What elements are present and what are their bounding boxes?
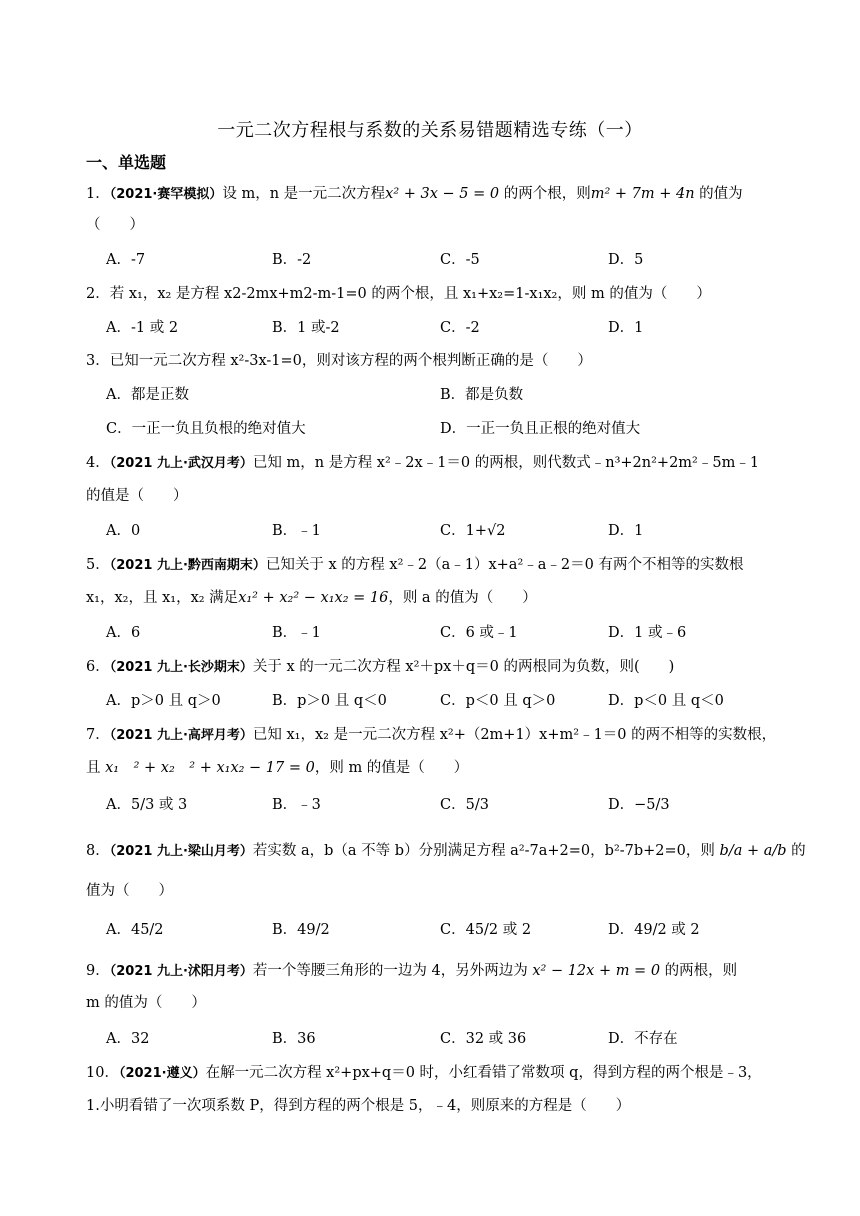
question-3: 3．已知一元二次方程 x²-3x-1=0，则对该方程的两个根判断正确的是（ ） [86,353,592,369]
option-c[interactable]: C．1+√2 [440,523,506,539]
question-8-cont: 值为（ ） [86,883,173,899]
equation: x₁² + x₂² − x₁x₂ = 16 [238,590,389,606]
option-c[interactable]: C．-2 [440,320,480,336]
question-7-cont: 且 x₁ ² + x₂ ² + x₁x₂ − 17 = 0，则 m 的值是（ ） [86,760,469,776]
option-d[interactable]: D．不存在 [608,1031,678,1047]
option-d[interactable]: D．5 [608,252,644,268]
option-a[interactable]: A．都是正数 [106,387,189,403]
option-a[interactable]: A．-1 或 2 [106,320,179,336]
option-c[interactable]: C．6 或﹣1 [440,625,518,641]
option-b[interactable]: B．﹣1 [272,523,321,539]
option-a[interactable]: A．0 [106,523,141,539]
option-d[interactable]: D．1 或﹣6 [608,625,687,641]
option-d[interactable]: D．−5/3 [608,797,670,813]
option-d[interactable]: D．一正一负且正根的绝对值大 [440,421,641,437]
option-b[interactable]: B．-2 [272,252,312,268]
option-a[interactable]: A．32 [106,1031,150,1047]
equation: x² + 3x − 5 = 0 [385,186,500,202]
equation: x₁ ² + x₂ ² + x₁x₂ − 17 = 0 [105,760,315,776]
option-c[interactable]: C．5/3 [440,797,489,813]
section-heading: 一、单选题 [86,153,167,172]
option-a[interactable]: A．5/3 或 3 [106,797,188,813]
question-9-cont: m 的值为（ ） [86,995,206,1011]
expression: b/a + a/b [719,843,787,859]
option-a[interactable]: A．45/2 [106,922,164,938]
question-10: 10．（2021·遵义）在解一元二次方程 x²+px+q＝0 时，小红看错了常数项 q，得到方程的两个根是﹣3， [86,1065,762,1081]
option-d[interactable]: D．p＜0 且 q＜0 [608,693,724,709]
option-d[interactable]: D．49/2 或 2 [608,922,700,938]
question-6: 6．（2021 九上·长沙期末）关于 x 的一元二次方程 x²＋px＋q＝0 的两根同为负数，则( ) [86,659,675,675]
question-8: 8．（2021 九上·梁山月考）若实数 a，b（a 不等 b）分别满足方程 a²-7a+2=0，b²-7b+2=0，则 b/a + a/b 的 [86,843,806,859]
option-a[interactable]: A．-7 [106,252,146,268]
option-c[interactable]: C．32 或 36 [440,1031,527,1047]
expression: m² + 7m + 4n [590,186,695,202]
question-7: 7．（2021 九上·高坪月考）已知 x₁，x₂ 是一元二次方程 x²+（2m+1）x+m²﹣1＝0 的两不相等的实数根， [86,727,777,743]
option-a[interactable]: A．6 [106,625,141,641]
option-d[interactable]: D．1 [608,320,644,336]
option-c[interactable]: C．一正一负且负根的绝对值大 [106,421,306,437]
option-c[interactable]: C．-5 [440,252,480,268]
question-4: 4．（2021 九上·武汉月考）已知 m，n 是方程 x²﹣2x﹣1＝0 的两根，则代数式﹣n³+2n²+2m²﹣5m﹣1 [86,455,760,471]
question-1: 1．（2021·赛罕模拟）设 m，n 是一元二次方程x² + 3x − 5 = 0 的两个根，则m² + 7m + 4n 的值为 [86,186,743,202]
option-b[interactable]: B．36 [272,1031,316,1047]
question-5: 5．（2021 九上·黔西南期末）已知关于 x 的方程 x²﹣2（a﹣1）x+a²﹣a﹣2＝0 有两个不相等的实数根 [86,557,744,573]
option-c[interactable]: C．45/2 或 2 [440,922,532,938]
question-5-cont: x₁，x₂，且 x₁，x₂ 满足x₁² + x₂² − x₁x₂ = 16，则 a 的值为（ ） [86,590,537,606]
document-title: 一元二次方程根与系数的关系易错题精选专练（一） [217,120,643,141]
question-2: 2．若 x₁，x₂ 是方程 x2-2mx+m2-m-1=0 的两个根，且 x₁+x₂=1-x₁x₂，则 m 的值为（ ） [86,286,711,302]
question-1-cont: （ ） [86,217,144,233]
option-b[interactable]: B．p＞0 且 q＜0 [272,693,387,709]
option-d[interactable]: D．1 [608,523,644,539]
option-c[interactable]: C．p＜0 且 q＞0 [440,693,556,709]
option-b[interactable]: B．﹣1 [272,625,321,641]
question-9: 9．（2021 九上·沭阳月考）若一个等腰三角形的一边为 4，另外两边为 x² − 12x + m = 0 的两根，则 [86,963,738,979]
option-a[interactable]: A．p＞0 且 q＞0 [106,693,221,709]
option-b[interactable]: B．都是负数 [440,387,524,403]
equation: x² − 12x + m = 0 [532,963,661,979]
option-b[interactable]: B．49/2 [272,922,330,938]
question-10-cont: 1.小明看错了一次项系数 P，得到方程的两个根是 5，﹣4，则原来的方程是（ ） [86,1098,631,1114]
option-b[interactable]: B．﹣3 [272,797,321,813]
question-4-cont: 的值是（ ） [86,488,188,504]
option-b[interactable]: B．1 或-2 [272,320,340,336]
